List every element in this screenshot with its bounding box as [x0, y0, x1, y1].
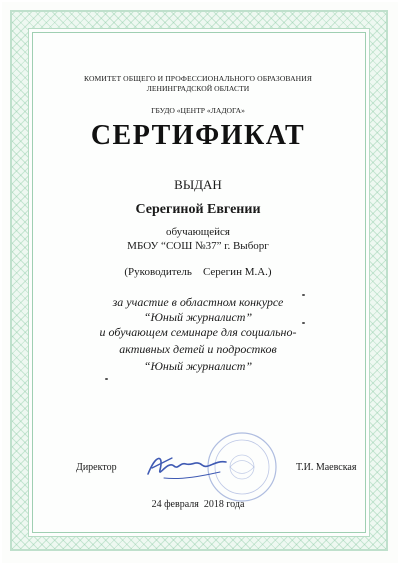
scan-speck	[105, 378, 108, 380]
certificate-sheet	[2, 2, 398, 563]
director-label: Директор	[76, 462, 117, 473]
reason-line: “Юный журналист”	[143, 359, 253, 373]
school-name: МБОУ “СОШ №37” г. Выборг	[127, 240, 269, 252]
director-name: Т.И. Маевская	[296, 462, 357, 473]
issue-date: 24 февраля 2018 года	[151, 499, 245, 510]
certificate-title: СЕРТИФИКАТ	[90, 120, 306, 151]
org-line-3: ГБУДО «ЦЕНТР «ЛАДОГА»	[151, 106, 245, 115]
scan-speck	[302, 322, 305, 324]
recipient-name: Серегиной Евгении	[135, 202, 261, 217]
director-signature	[142, 448, 232, 489]
org-line-1: КОМИТЕТ ОБЩЕГО И ПРОФЕССИОНАЛЬНОГО ОБРАЗОВАНИЯ	[83, 74, 313, 83]
scan-speck	[302, 294, 305, 296]
reason-line: “Юный журналист”	[143, 310, 253, 324]
issued-label: ВЫДАН	[174, 177, 222, 192]
reason-line: активных детей и подростков	[119, 342, 277, 356]
reason-line: и обучающем семинаре для социально-	[99, 325, 297, 339]
student-label: обучающейся	[166, 226, 230, 238]
supervisor-line: (Руководитель Серегин М.А.)	[124, 266, 272, 278]
org-line-2: ЛЕНИНГРАДСКОЙ ОБЛАСТИ	[146, 84, 250, 93]
reason-line: за участие в областном конкурсе	[112, 295, 284, 309]
